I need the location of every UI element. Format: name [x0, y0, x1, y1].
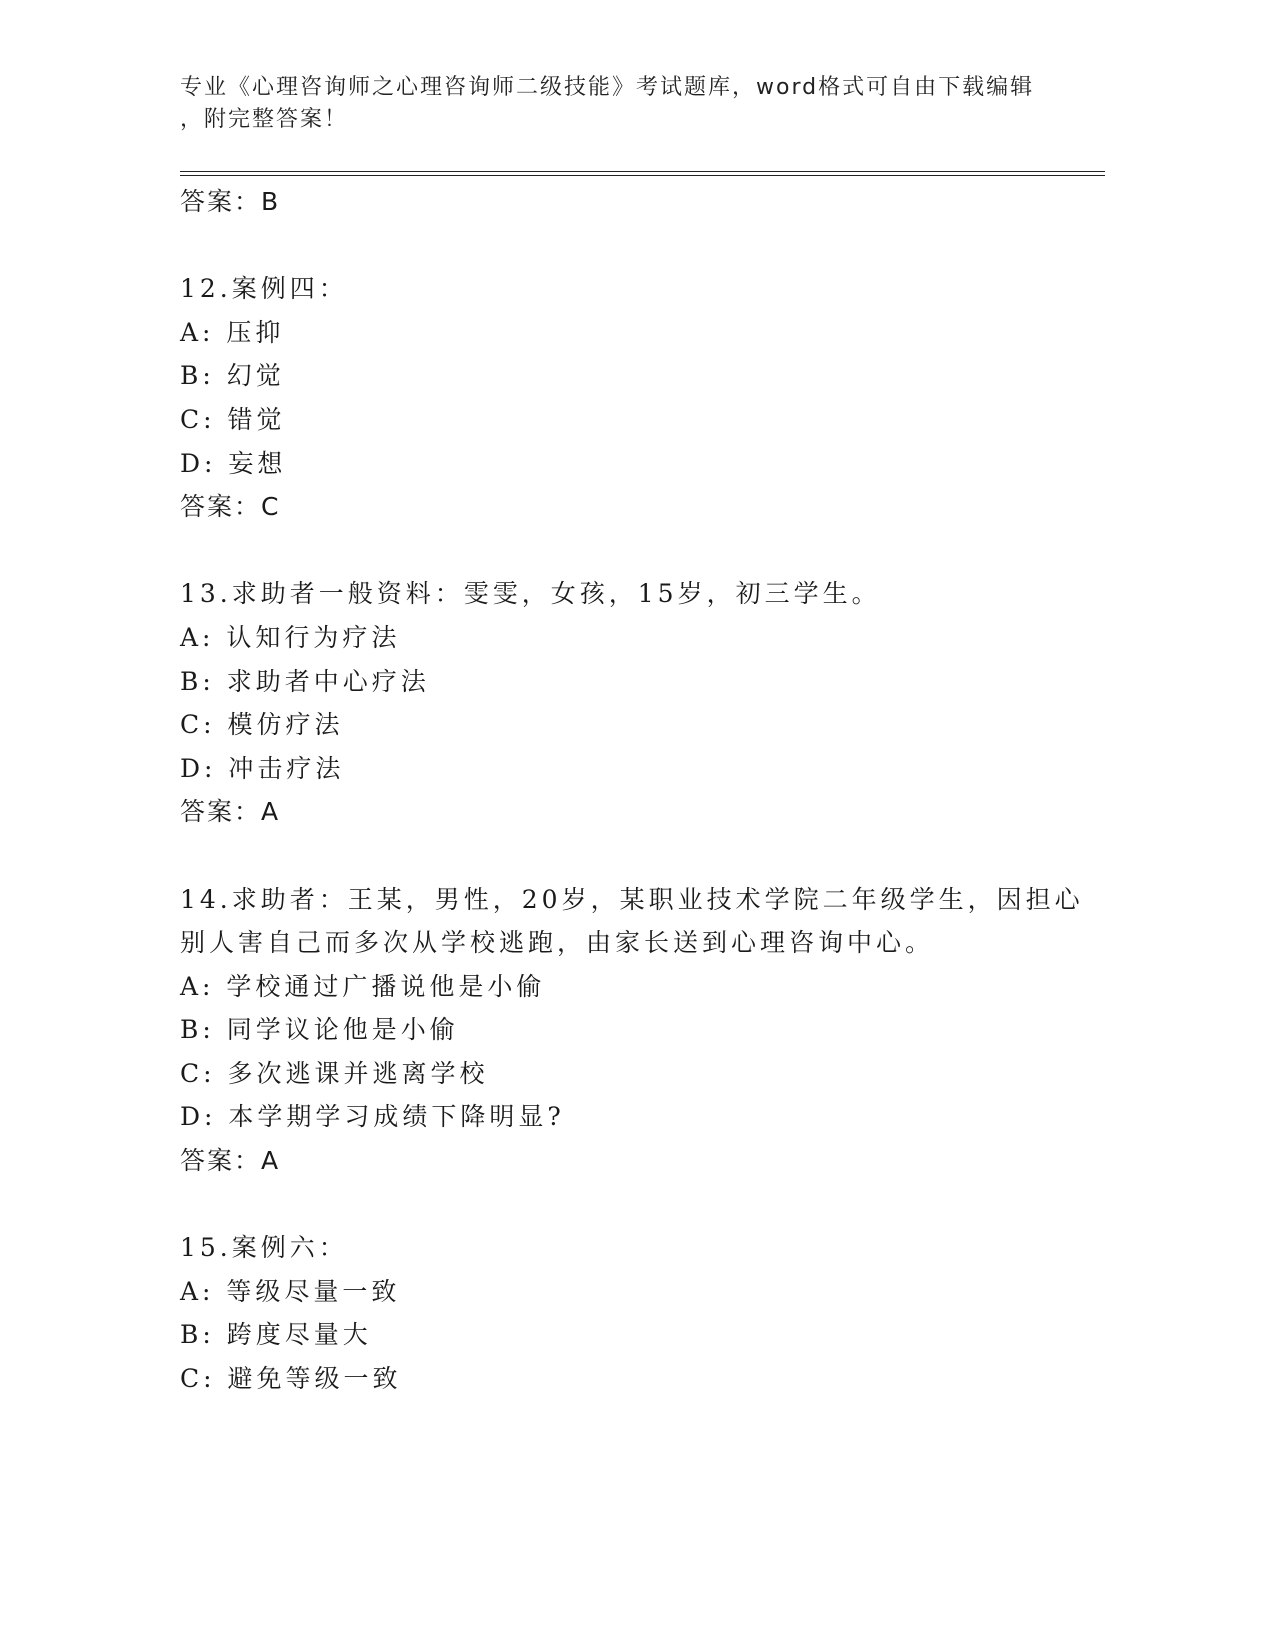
option-a: A: 学校通过广播说他是小偷	[180, 971, 546, 1001]
question-stem: 12.案例四：	[180, 274, 348, 304]
option-d: D: 本学期学习成绩下降明显?	[180, 1102, 565, 1132]
document-header	[180, 72, 1060, 136]
answer-line: 答案：A	[180, 797, 281, 827]
option-a: A: 认知行为疗法	[180, 622, 401, 652]
option-b: B: 跨度尽量大	[180, 1320, 372, 1350]
answer-line: 答案：C	[180, 492, 281, 522]
question-stem-line-2: 别人害自己而多次从学校逃跑，由家长送到心理咨询中心。	[180, 928, 935, 958]
question-13	[180, 572, 1105, 834]
header-rule-top	[180, 171, 1105, 172]
answer-line: 答案：A	[180, 1146, 281, 1176]
question-14	[180, 878, 1105, 1183]
option-b: B: 求助者中心疗法	[180, 666, 430, 696]
option-c: C: 模仿疗法	[180, 710, 344, 740]
option-c: C: 错觉	[180, 404, 286, 434]
header-line-2: ，附完整答案！	[180, 107, 349, 132]
option-c: C: 多次逃课并逃离学校	[180, 1058, 489, 1088]
question-15	[180, 1226, 1105, 1400]
option-b: B: 同学议论他是小偷	[180, 1015, 459, 1045]
option-d: D: 冲击疗法	[180, 753, 345, 783]
option-d: D: 妄想	[180, 448, 287, 478]
option-b: B: 幻觉	[180, 361, 285, 391]
question-stem: 13.求助者一般资料：雯雯，女孩，15岁，初三学生。	[180, 579, 881, 609]
option-a: A: 压抑	[180, 317, 285, 347]
question-list	[180, 180, 1105, 1401]
spacer	[180, 1183, 1105, 1227]
question-12	[180, 267, 1105, 529]
spacer	[180, 529, 1105, 573]
question-stem: 15.案例六：	[180, 1233, 348, 1263]
answer-line: 答案：B	[180, 187, 281, 216]
option-a: A: 等级尽量一致	[180, 1276, 401, 1306]
header-rule-bottom	[180, 175, 1105, 176]
spacer	[180, 834, 1105, 878]
spacer	[180, 224, 1105, 268]
header-line-1: 专业《心理咨询师之心理咨询师二级技能》考试题库，word格式可自由下载编辑	[180, 75, 1035, 100]
option-c: C: 避免等级一致	[180, 1364, 402, 1394]
question-stem-line-1: 14.求助者：王某，男性，20岁，某职业技术学院二年级学生，因担心	[180, 884, 1084, 914]
